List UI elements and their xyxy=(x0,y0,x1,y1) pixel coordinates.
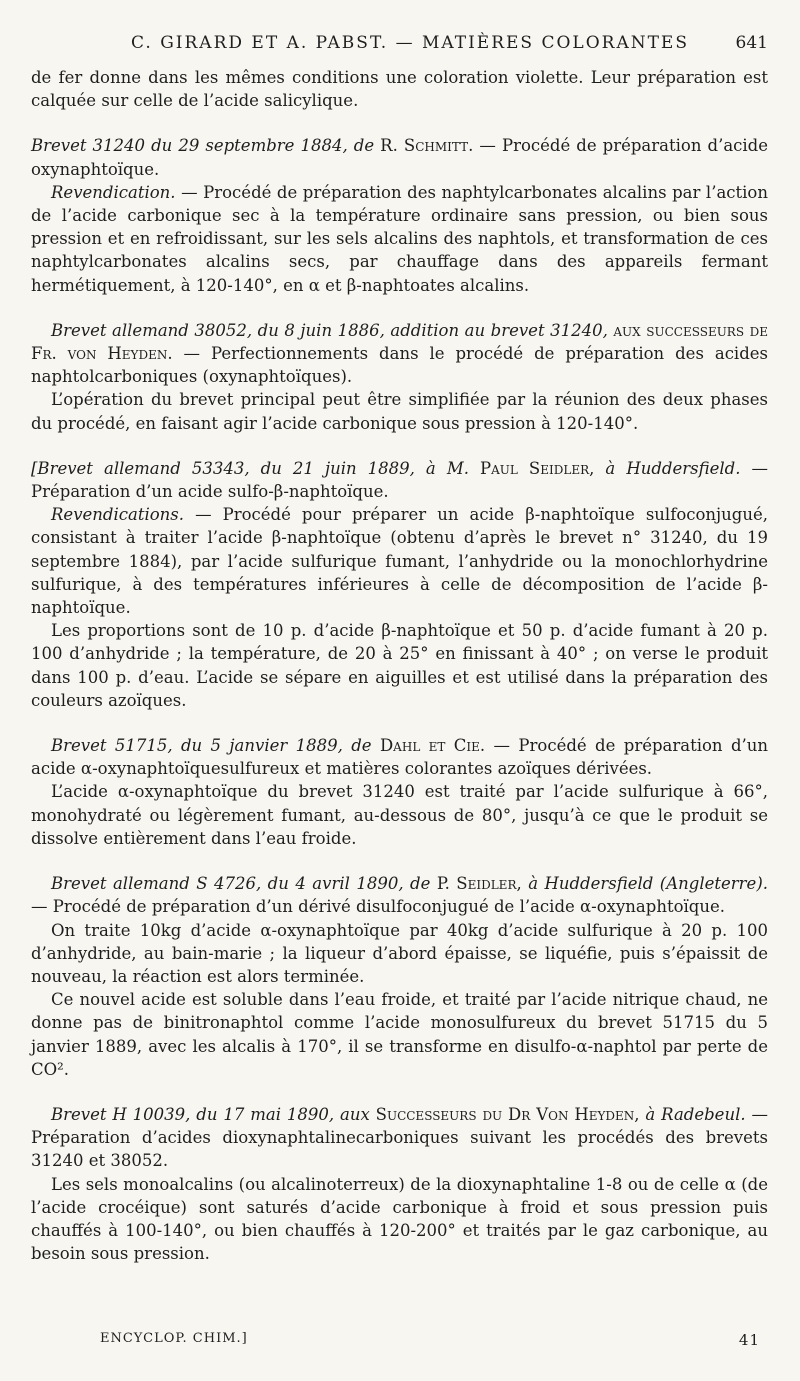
paragraph xyxy=(31,388,768,434)
paragraph-text: Les proportions sont de 10 p. d’acide β-naphtoïque et 50 p. d’acide fumant à 20 p. 100 d’anhydride ; la température, de 20 à 25° en finissant à 40° ; on verse le produit dans 100 p. d’eau. L’acide se sépare en aiguilles et est utilisé dans la préparation des couleurs azoïques. xyxy=(31,621,768,710)
paragraph xyxy=(31,1103,768,1173)
paragraph-lead: Brevet 31240 du 29 septembre 1884, de xyxy=(31,136,375,156)
paragraph-lead: Brevet H 10039, du 17 mai 1890, aux xyxy=(51,1104,370,1124)
paragraph-lead: Brevet allemand S 4726, du 4 avril 1890, de xyxy=(51,874,431,894)
paragraph-sc: P. Seidler, xyxy=(436,874,522,894)
paragraph-text: Les sels monoalcalins (ou alcalinoterreux) de la dioxynaphtaline 1-8 ou de celle α (de l’acide crocéique) sont saturés d’acide carbonique à froid et sous pression puis chauffés à 100-140°, ou bien chauffés à 120-200° et traités par le gaz carbonique, au besoin sous pression. xyxy=(31,1174,768,1264)
paragraph-lead: Revendication. xyxy=(51,182,176,202)
paragraph xyxy=(31,181,768,297)
paragraph-lead2: à Huddersfield (Angleterre). xyxy=(521,874,769,894)
paragraph xyxy=(31,872,768,918)
paragraph-text: On traite 10kg d’acide α-oxynaphtoïque par 40kg d’acide sulfurique à 20 p. 100 d’anhydride, au bain-marie ; la liqueur d’abord épaisse, se liquéfie, puis s’épaissit de nouveau, la réaction est alors terminée. xyxy=(31,920,768,986)
paragraph-lead: Brevet 51715, du 5 janvier 1889, de xyxy=(51,736,372,756)
paragraph xyxy=(31,503,768,619)
paragraph xyxy=(31,734,768,780)
paragraph-text: — Procédé de préparation d’acide oxynaphtoïque. xyxy=(31,136,769,179)
footer-label: ENCYCLOP. CHIM.] xyxy=(100,1331,248,1346)
paragraph-lead: Revendications. xyxy=(51,505,184,525)
paragraph-gap xyxy=(31,297,768,319)
paragraph xyxy=(31,134,768,180)
paragraph-lead2: à Radebeul. xyxy=(639,1104,746,1124)
paragraph xyxy=(31,780,768,850)
paragraph-lead: [Brevet allemand 53343, du 21 juin 1889, à M. xyxy=(31,458,469,478)
paragraph-text: — Perfectionnements dans le procédé de préparation des acides naphtolcarboniques (oxynaphtoïques). xyxy=(31,344,769,387)
paragraph-text: de fer donne dans les mêmes conditions une coloration violette. Leur préparation est calquée sur celle de l’acide salicylique. xyxy=(31,68,768,111)
paragraph-lead2: à Huddersfield. xyxy=(594,458,741,478)
signature-mark: 41 xyxy=(738,1331,760,1349)
page-number: 641 xyxy=(735,33,768,53)
paragraph-text: — Préparation d’acides dioxynaphtalinecarboniques suivant les procédés des brevets 31240 et 38052. xyxy=(31,1104,768,1171)
paragraph-sc: Successeurs du Dr Von Heyden, xyxy=(375,1104,640,1124)
paragraph-gap xyxy=(31,712,768,734)
paragraph-text: — Procédé pour préparer un acide β-naphtoïque sulfoconjugué, consistant à traiter l’acide β-naphtoïque (obtenu d’après le brevet n° 31240, du 19 septembre 1884), par l’acide sulfurique fumant, l’anhydride ou la monochlorhydrine sulfurique, à des températures inférieures à celle de décomposition de l’acide β-naphtoïque. xyxy=(31,505,768,618)
page-footer xyxy=(100,1331,760,1349)
paragraph-text: Ce nouvel acide est soluble dans l’eau froide, et traité par l’acide nitrique chaud, ne donne pas de binitronaphtol comme l’acide monosulfureux du brevet 51715 du 5 janvier 1889, avec les alcalis à 170°, il se transforme en disulfo-α-naphtol par perte de CO². xyxy=(31,990,768,1079)
paragraph-text: — Procédé de préparation des naphtylcarbonates alcalins par l’action de l’acide carbonique sec à la température ordinaire sans pression, ou bien sous pression et en refroidissant, sur les sels alcalins des naphtols, et transformation de ces naphtylcarbonates alcalins secs, par chauffage dans des appareils fermant hermétiquement, à 120-140°, en α et β-naphtoates alcalins. xyxy=(31,182,768,295)
paragraph-text: L’opération du brevet principal peut être simplifiée par la réunion des deux phases du procédé, en faisant agir l’acide carbonique sous pression à 120-140°. xyxy=(31,390,768,433)
paragraph-text: — Procédé de préparation d’un dérivé disulfoconjugué de l’acide α-oxynaphtoïque. xyxy=(31,897,725,917)
paragraph xyxy=(31,1173,768,1266)
paragraph xyxy=(31,919,768,989)
paragraph xyxy=(31,319,768,389)
paragraph-sc: R. Schmitt. xyxy=(380,136,474,156)
paragraph-gap xyxy=(31,435,768,457)
paragraph-gap xyxy=(31,1081,768,1103)
paragraph-gap xyxy=(31,850,768,872)
running-title: C. GIRARD ET A. PABST. — MATIÈRES COLORANTES xyxy=(131,33,689,53)
paragraph-text: — Préparation d’un acide sulfo-β-naphtoïque. xyxy=(31,458,768,502)
paragraph xyxy=(31,457,768,503)
paragraph-text: — Procédé de préparation d’un acide α-oxynaphtoïquesulfureux et matières colorantes azoïques dérivées. xyxy=(31,736,768,779)
running-header xyxy=(31,0,768,66)
body-text xyxy=(31,66,768,1265)
paragraph-sc: aux successeurs de Fr. von Heyden. xyxy=(31,320,768,364)
paragraph-text: L’acide α-oxynaphtoïque du brevet 31240 est traité par l’acide sulfurique à 66°, monohydraté ou légèrement fumant, au-dessous de 80°, jusqu’à ce que le produit se dissolve entièrement dans l’eau froide. xyxy=(31,782,768,848)
paragraph-sc: Paul Seidler, xyxy=(480,458,595,478)
paragraph-lead: Brevet allemand 38052, du 8 juin 1886, addition au brevet 31240, xyxy=(51,320,608,340)
paragraph-sc: Dahl et Cie. xyxy=(379,736,486,756)
paragraph xyxy=(31,66,768,112)
paragraph xyxy=(31,619,768,712)
paragraph xyxy=(31,988,768,1081)
paragraph-gap xyxy=(31,112,768,134)
